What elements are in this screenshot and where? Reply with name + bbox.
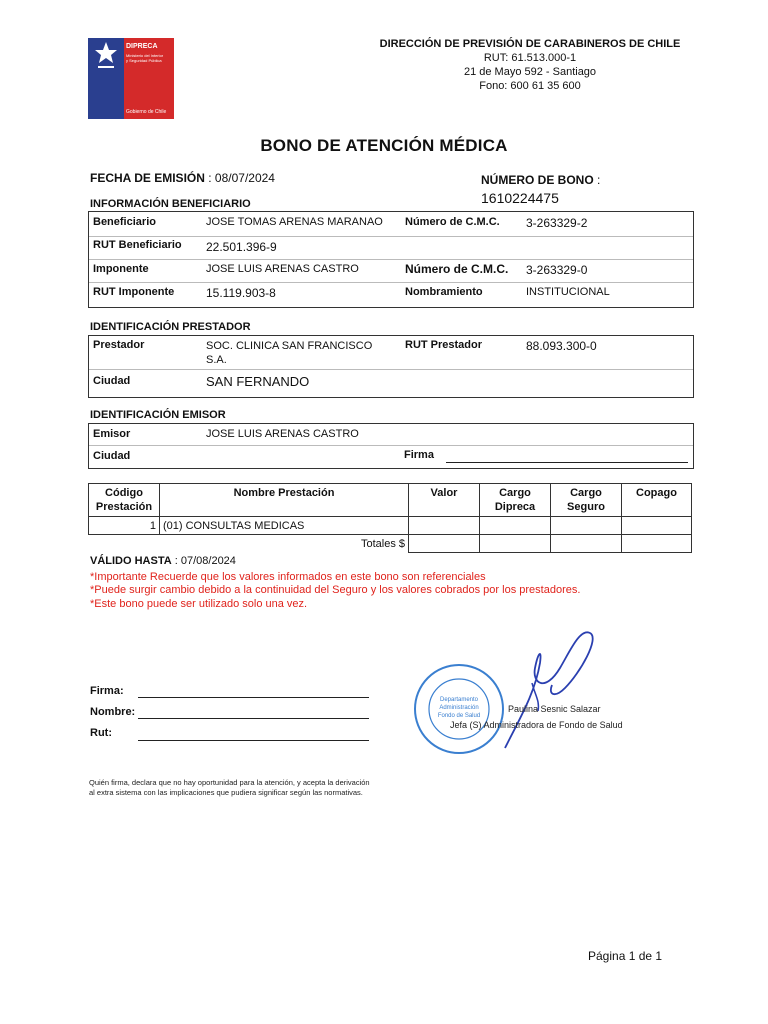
logo-footer: Gobierno de Chile — [126, 109, 167, 115]
cell-dipreca — [480, 517, 551, 535]
prestaciones-table — [88, 483, 692, 553]
valido-value: : 07/08/2024 — [174, 555, 236, 567]
col-codigo: Código Prestación — [89, 484, 160, 517]
label-beneficiario: Beneficiario — [93, 216, 156, 228]
handwritten-signature — [480, 623, 610, 758]
total-copago — [622, 535, 692, 553]
label-cmc-imponente: Número de C.M.C. — [405, 262, 509, 276]
dipreca-logo — [88, 38, 174, 119]
stamp-inner-1: Departamento — [439, 697, 479, 703]
total-valor — [409, 535, 480, 553]
label-rut-prestador: RUT Prestador — [405, 339, 483, 351]
org-address: 21 de Mayo 592 - Santiago — [463, 66, 597, 78]
value-rut-beneficiario: 22.501.396-9 — [206, 240, 277, 254]
firma-emisor-line — [446, 462, 688, 463]
value-emisor: JOSE LUIS ARENAS CASTRO — [206, 428, 359, 440]
cell-seguro — [551, 517, 622, 535]
value-nombramiento: INSTITUCIONAL — [526, 286, 610, 298]
value-cmc-beneficiario: 3-263329-2 — [526, 216, 588, 230]
cell-nombre: (01) CONSULTAS MEDICAS — [160, 517, 409, 535]
label-nombramiento: Nombramiento — [405, 286, 483, 298]
label-firma: Firma: — [90, 685, 124, 697]
emission-value: : 08/07/2024 — [208, 171, 275, 185]
cell-valor — [409, 517, 480, 535]
org-phone: Fono: 600 61 35 600 — [479, 80, 581, 92]
col-cargo-dipreca: Cargo Dipreca — [480, 484, 551, 517]
totales-label: Totales $ — [89, 535, 409, 553]
org-rut: RUT: 61.513.000-1 — [483, 52, 577, 64]
section-beneficiario: INFORMACIÓN BENEFICIARIO — [90, 198, 251, 210]
totales-row — [89, 535, 692, 553]
table-row — [89, 517, 692, 535]
valido-label: VÁLIDO HASTA — [90, 555, 172, 567]
signer-role: Jefa (S) Administradora de Fondo de Salud — [450, 720, 623, 730]
label-ciudad-emisor: Ciudad — [93, 450, 131, 462]
section-emisor: IDENTIFICACIÓN EMISOR — [90, 409, 226, 421]
nombre-line — [138, 718, 369, 719]
value-cmc-imponente: 3-263329-0 — [526, 263, 588, 277]
bono-number-label: NÚMERO DE BONO : — [481, 173, 601, 187]
total-seguro — [551, 535, 622, 553]
value-rut-prestador: 88.093.300-0 — [526, 339, 597, 353]
cell-codigo: 1 — [89, 517, 160, 535]
col-cargo-seguro: Cargo Seguro — [551, 484, 622, 517]
label-ciudad-prestador: Ciudad — [93, 375, 131, 387]
signer-name: Paulina Sesnic Salazar — [508, 704, 601, 714]
logo-line1: Ministerio del Interior — [126, 53, 164, 58]
label-rut: Rut: — [90, 727, 112, 739]
note-3: *Este bono puede ser utilizado solo una vez. — [90, 598, 308, 610]
valido-hasta — [90, 555, 236, 567]
label-cmc-beneficiario: Número de C.M.C. — [405, 216, 500, 228]
value-rut-imponente: 15.119.903-8 — [206, 286, 276, 300]
col-nombre: Nombre Prestación — [160, 484, 409, 517]
bono-number-value: 1610224475 — [481, 190, 559, 206]
logo-brand: DIPRECA — [126, 43, 158, 50]
emission-label: FECHA DE EMISIÓN — [90, 171, 205, 185]
rut-line — [138, 740, 369, 741]
cell-copago — [622, 517, 692, 535]
value-prestador: SOC. CLINICA SAN FRANCISCO S.A. — [206, 340, 373, 366]
logo-line2: y Seguridad Pública — [126, 58, 162, 63]
emission-date — [90, 171, 275, 185]
col-valor: Valor — [409, 484, 480, 517]
stamp-inner-2: Administración — [439, 705, 479, 711]
value-ciudad-prestador: SAN FERNANDO — [206, 374, 310, 389]
value-beneficiario: JOSE TOMAS ARENAS MARANAO — [206, 216, 383, 228]
label-rut-imponente: RUT Imponente — [93, 286, 175, 298]
prestador-box — [88, 335, 694, 398]
label-nombre: Nombre: — [90, 706, 136, 718]
org-name: DIRECCIÓN DE PREVISIÓN DE CARABINEROS DE CHILE — [379, 38, 681, 50]
total-dipreca — [480, 535, 551, 553]
note-2: *Puede surgir cambio debido a la continuidad del Seguro y los valores cobrados por los prestadores. — [90, 584, 581, 596]
label-imponente: Imponente — [93, 263, 149, 275]
label-rut-beneficiario: RUT Beneficiario — [93, 239, 182, 251]
label-firma-emisor: Firma — [404, 449, 434, 461]
stamp-inner-3: Fondo de Salud — [437, 713, 481, 719]
firma-line — [138, 697, 369, 698]
disclaimer: Quién firma, declara que no hay oportunidad para la atención, y acepta la derivación al extra sistema con las implicaciones que pudiera significar según las normativas. — [89, 778, 370, 797]
document-title: BONO DE ATENCIÓN MÉDICA — [260, 136, 508, 155]
note-1: *Importante Recuerde que los valores informados en este bono son referenciales — [90, 571, 486, 583]
col-copago: Copago — [622, 484, 692, 517]
section-prestador: IDENTIFICACIÓN PRESTADOR — [90, 321, 251, 333]
page-number: Página 1 de 1 — [588, 949, 663, 963]
label-emisor: Emisor — [93, 428, 131, 440]
label-prestador: Prestador — [93, 339, 145, 351]
value-imponente: JOSE LUIS ARENAS CASTRO — [206, 263, 359, 275]
